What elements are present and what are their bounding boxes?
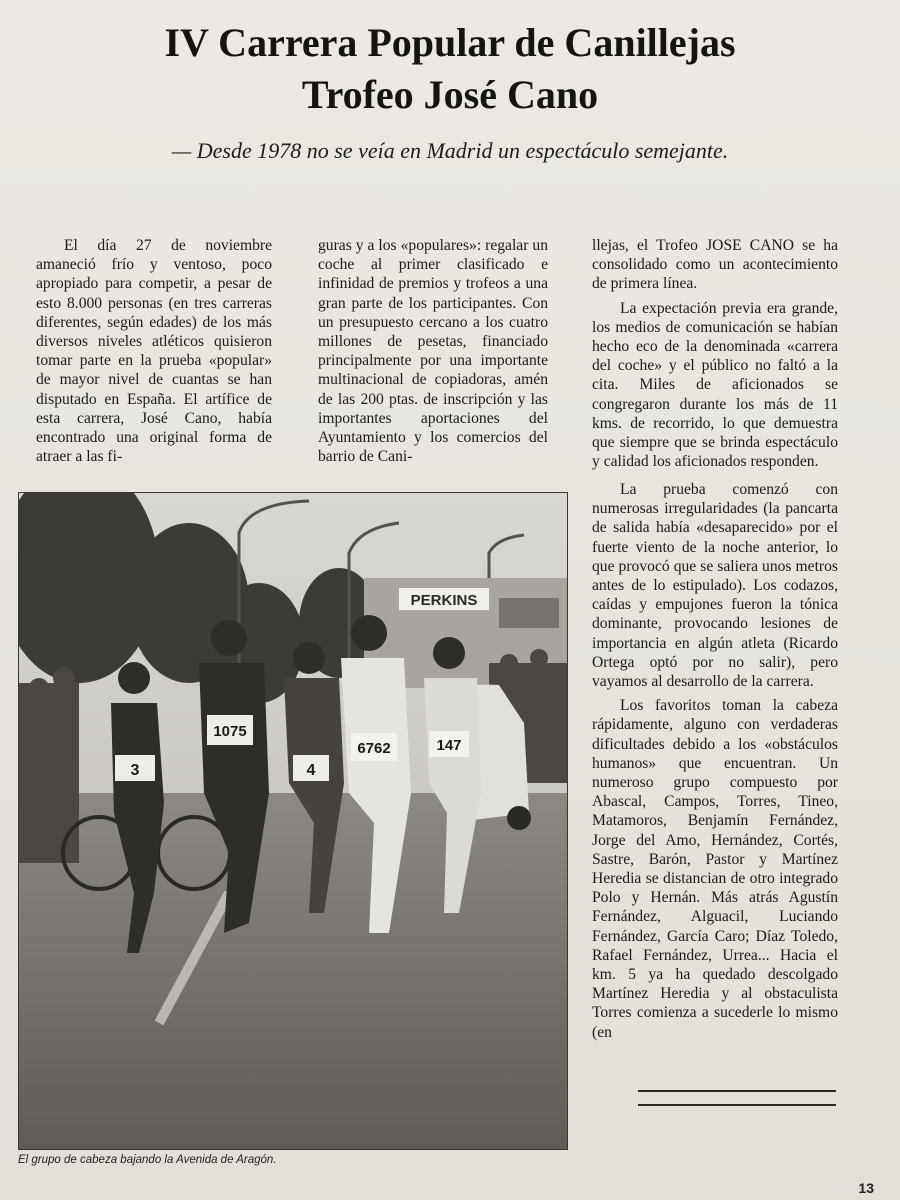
end-rule bbox=[638, 1104, 836, 1106]
text-column-1 bbox=[36, 236, 272, 466]
paragraph: La expectación previa era grande, los medios de comunicación se habían hecho eco de la denominada «carrera del coche» y el público no faltó a la cita. Miles de aficionados se congregaron durante los más de 11 kms. de recorrido, lo que demuestra que siempre que se brinda espectáculo y calidad los aficionados responden. bbox=[592, 299, 838, 471]
paragraph: La prueba comenzó con numerosas irregularidades (la pancarta de salida había «desaparecido» por el fuerte viento de la noche anterior, lo que provocó que se saliera unos metros antes de lo estipulado). Los codazos, caídas y empujones fueron la tónica dominante, provocando lesiones de importancia en algún atleta (Ricardo Ortega optó por no salir), pero vayamos al desarrollo de la carrera. bbox=[592, 481, 838, 691]
bib-number: 4 bbox=[306, 762, 316, 779]
paragraph: El día 27 de noviembre amaneció frío y ventoso, poco apropiado para competir, a pesar de esto 8.000 personas (en tres carreras diferentes, según edades) de los más diversos niveles atléticos quisieron tomar parte en la prueba «popular» de mayor nivel de cuantas se han disputado en España. El artífice de esta carrera, José Cano, había encontrado una original forma de atraer a las fi- bbox=[36, 237, 272, 466]
headline-line-2: Trofeo José Cano bbox=[301, 72, 599, 117]
text-column-3 bbox=[592, 236, 838, 471]
end-rule bbox=[638, 1090, 836, 1092]
paragraph: Los favoritos toman la cabeza rápidamente, alguno con verdaderas dificultades debido a los «obstáculos humanos» que encuentran. Un numeroso grupo compuesto por Abascal, Campos, Torres, Tineo, Matamoros, Benjamín Fernández, Jorge del Amo, Hernández, Cortés, Sastre, Barón, Pastor y Martínez Heredia se distancian de otro integrado Polo y Hernán. Más atrás Agustín Fernández, Alguacil, Luciando Fernández, García Caro; Díaz Toledo, Rafael Fernández, Urrea... Hacia el km. 5 ya ha quedado descolgado Martínez Heredia y al obstaculista Torres comienza a sucederle lo mismo (en bbox=[592, 697, 838, 1041]
text-column-2 bbox=[318, 236, 548, 466]
bib-number: 147 bbox=[436, 737, 462, 754]
bib-number: 6762 bbox=[357, 740, 391, 757]
subtitle: — Desde 1978 no se veía en Madrid un espectáculo semejante. bbox=[171, 138, 729, 163]
page-number: 13 bbox=[858, 1180, 874, 1196]
race-photo bbox=[18, 492, 568, 1150]
paragraph: guras y a los «populares»: regalar un coche al primer clasificado e infinidad de premios y trofeos a una gran parte de los participantes. Con un presupuesto cercano a los cuatro millones de pesetas, financiado principalmente por una importante multinacional de copiadoras, amén de las 200 ptas. de inscripción y las importantes aportaciones del Ayuntamiento y los comercios del barrio de Cani- bbox=[318, 237, 548, 466]
photo-caption: El grupo de cabeza bajando la Avenida de Aragón. bbox=[18, 1154, 277, 1166]
text-column-3-continued bbox=[592, 480, 838, 1042]
headline-line-1: IV Carrera Popular de Canillejas bbox=[164, 20, 736, 65]
bib-number: 3 bbox=[130, 762, 140, 779]
sign-text: PERKINS bbox=[410, 592, 478, 609]
bib-number: 1075 bbox=[213, 723, 247, 740]
paragraph: llejas, el Trofeo JOSE CANO se ha consolidado como un acontecimiento de primera línea. bbox=[592, 237, 838, 293]
